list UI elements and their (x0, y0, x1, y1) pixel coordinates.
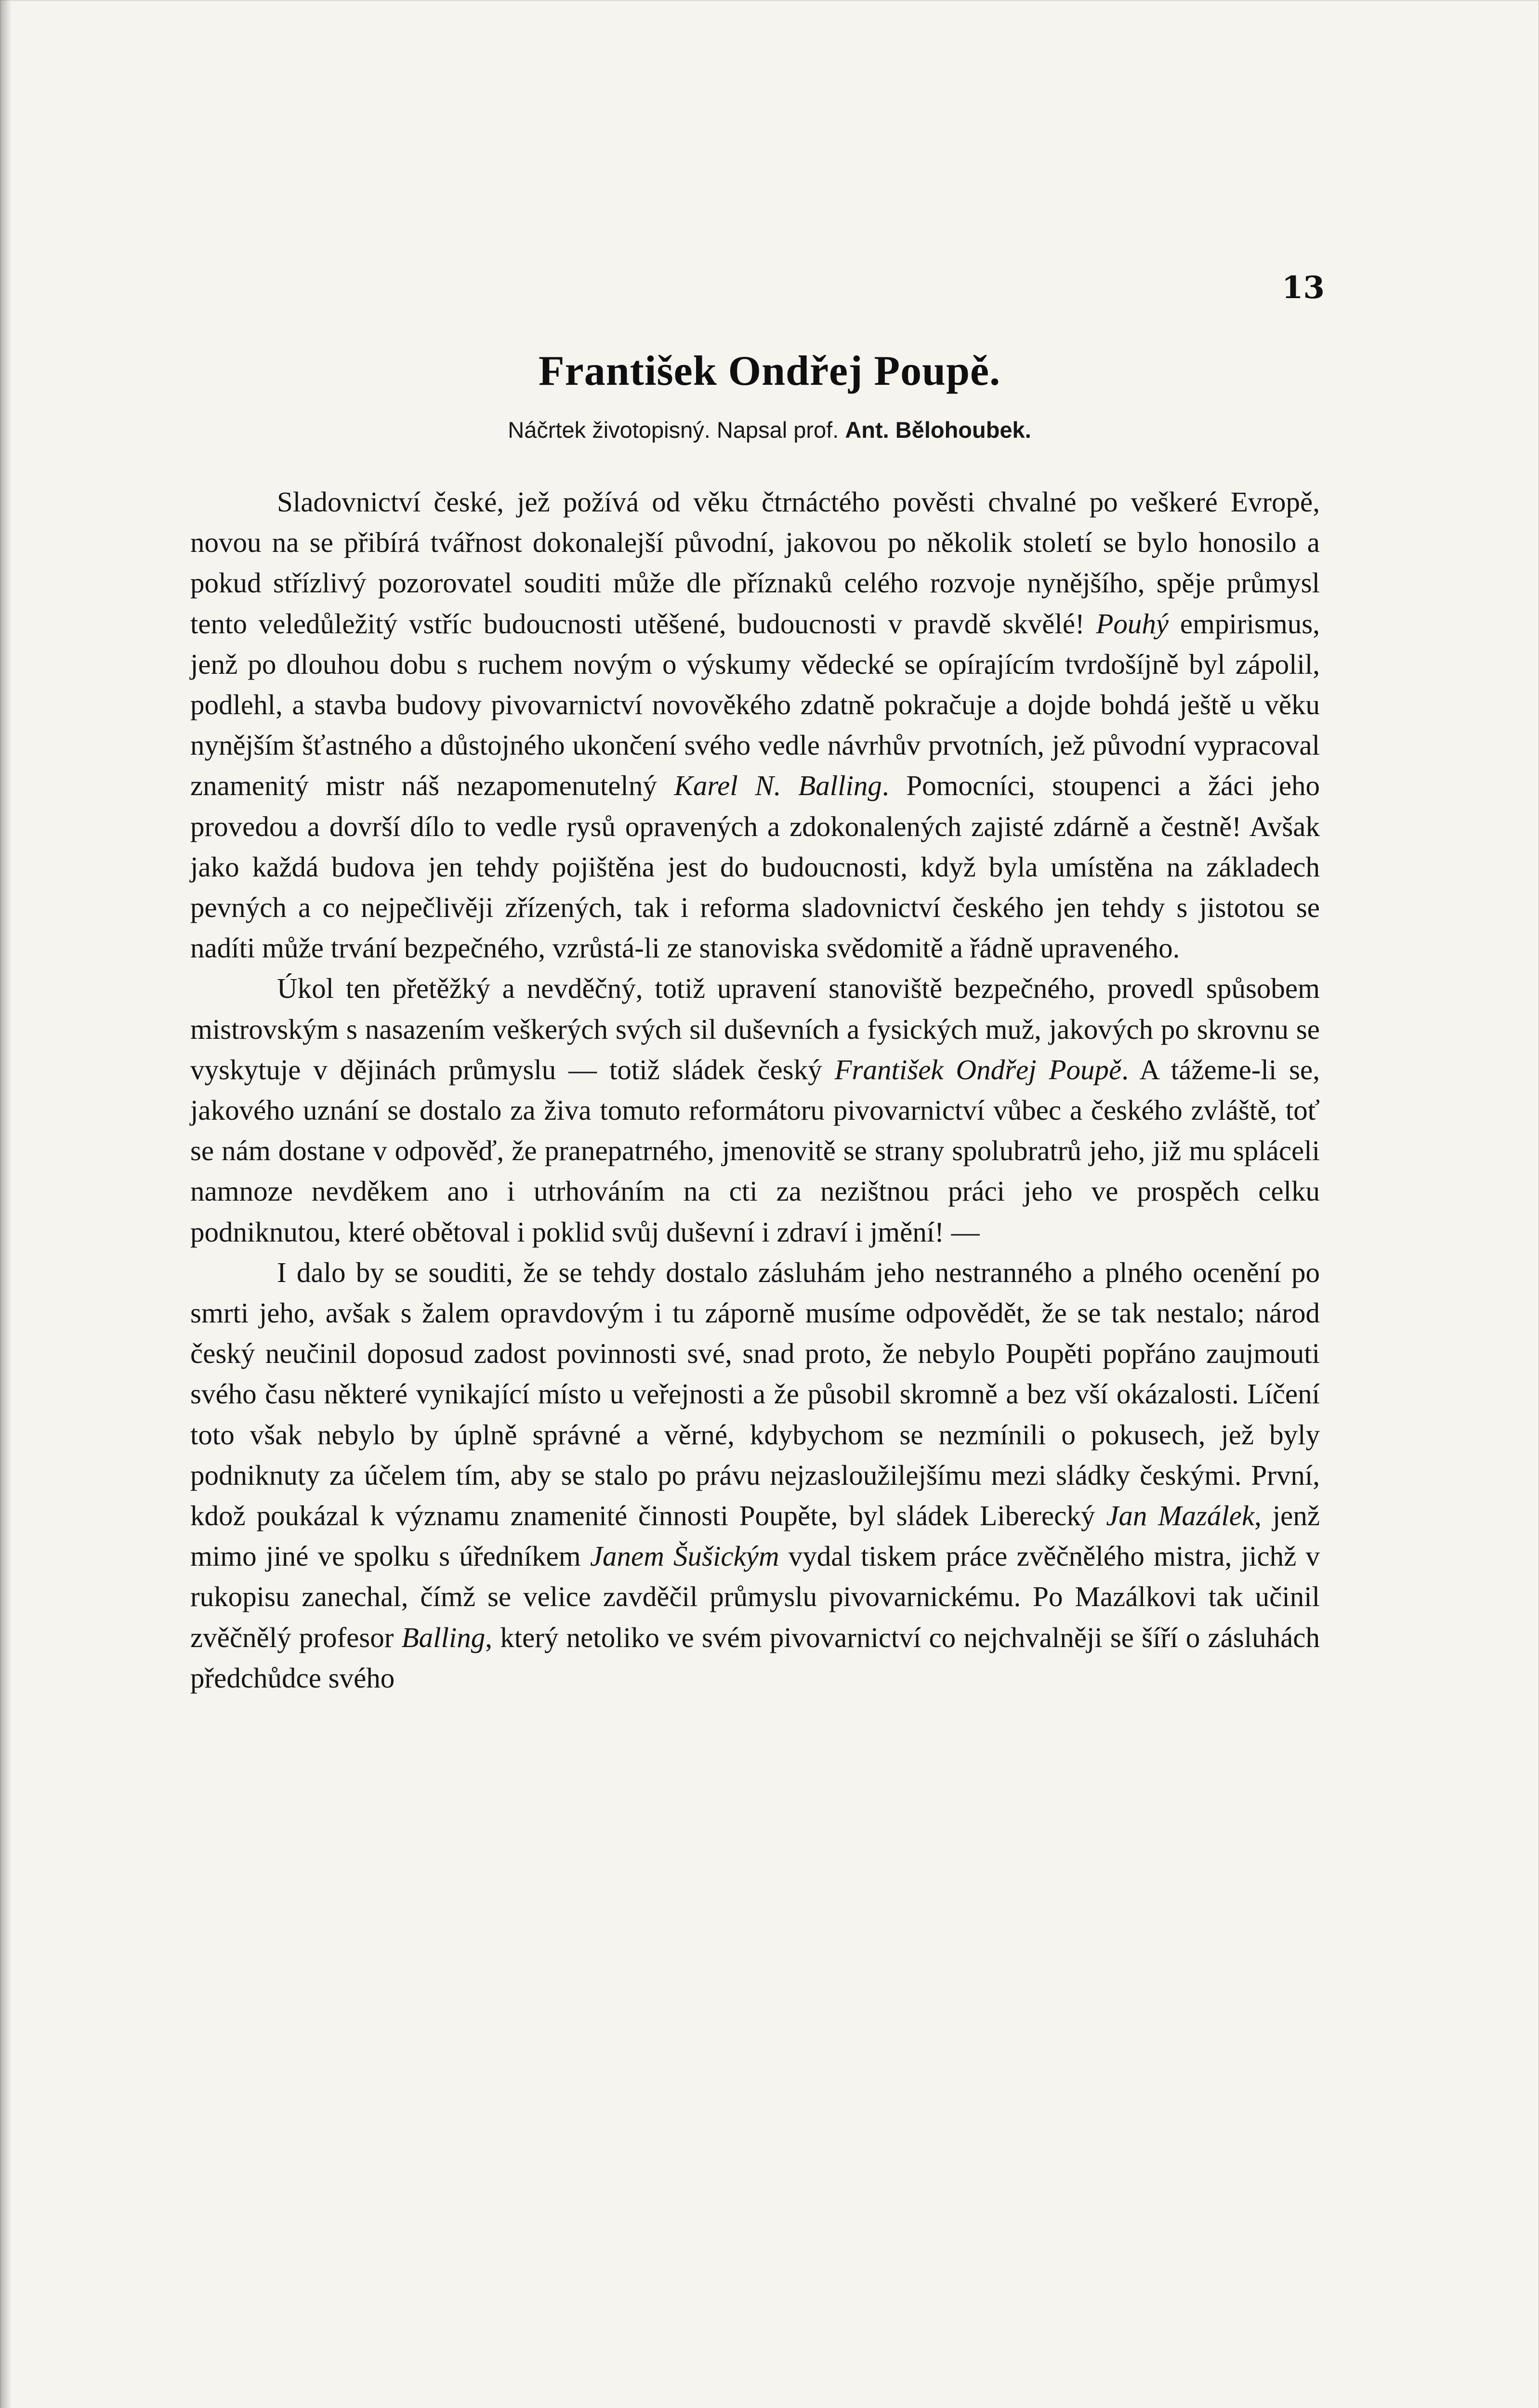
text-run: Sladovnictví české, jež požívá od věku čtrnáctého pověsti chvalné po veškeré Evropě, novou na se přibírá tvářnost dokonalejší původní, jakovou po několik století se bylo honosilo a pokud střízlivý pozorovatel souditi může dle příznaků celého rozvoje nynějšího, spěje průmysl tento veledůležitý vstříc budoucnosti utěšené, budoucnosti v pravdě skvělé! (190, 486, 1320, 640)
subtitle-byline: Napsal prof. (716, 417, 839, 443)
paragraph (190, 1252, 1320, 1698)
text-run: , jenž mimo jiné ve spolku s úředníkem (190, 1500, 1320, 1572)
text-run: empirismus, jenž po dlouhou dobu s ruchem novým o výskumy vědecké se opírajícím tvrdošíjně byl zápolil, podlehl, a stavba budovy pivovarnictví novověkého zdatně pokračuje a dojde bohdá ještě u věku nynějším šťastného a důstojného ukončení svého vedle návrhův prvotních, jež původní vypracoval znamenitý mistr náš nezapomenutelný (190, 607, 1320, 802)
text-run: vydal tiskem práce zvěčnělého mistra, jichž v rukopisu zanechal, čímž se velice zavděčil průmyslu pivovarnickému. Po Mazálkovi tak učinil zvěčnělý profesor (190, 1540, 1320, 1653)
italic-name-run: Janem Šušickým (590, 1540, 779, 1572)
subtitle-description: Náčrtek životopisný. (508, 417, 710, 443)
paragraph (190, 968, 1320, 1252)
italic-name-run: Balling (401, 1621, 486, 1653)
article-title: František Ondřej Poupě. (538, 348, 1001, 394)
italic-name-run: Pouhý (1096, 607, 1169, 640)
text-run: , který netoliko ve svém pivovarnictví co nejchvalněji se šíří o zásluhách předchůdce svého (190, 1621, 1320, 1694)
italic-name-run: Karel N. Balling (674, 770, 882, 802)
article-body (190, 482, 1320, 1698)
page-number: 13 (1281, 270, 1325, 306)
text-run: Úkol ten přetěžký a nevděčný, totiž upravení stanoviště bezpečného, provedl spůsobem mistrovským s nasazením veškerých svých sil duševních a fysických muž, jakových po skrovnu se vyskytuje v dějinách průmyslu — totiž sládek český (190, 972, 1320, 1086)
article-subtitle (193, 417, 1346, 443)
paragraph (190, 482, 1320, 968)
italic-name-run: Jan Mazálek (1106, 1500, 1255, 1532)
scan-edge-shadow (0, 0, 12, 2408)
author-name: Ant. Bělohoubek. (845, 417, 1031, 443)
text-run: . A tážeme-li se, jakového uznání se dostalo za živa tomuto reformátoru pivovarnictví vůbec a českého zvláště, toť se nám dostane v odpověď, že pranepatrného, jmenovitě se strany spolubratrů jeho, již mu spláceli namnoze nevděkem ano i utrhováním na cti za nezištnou práci jeho ve prospěch celku podniknutou, které obětoval i poklid svůj duševní i zdraví i jmění! — (190, 1053, 1320, 1248)
text-run: . Pomocníci, stoupenci a žáci jeho provedou a dovrší dílo to vedle rysů opravených a zdokonalených zajisté zdárně a čestně! Avšak jako každá budova jen tehdy pojištěna jest do budoucnosti, když byla umístěna na základech pevných a co nejpečlivěji zřízených, tak i reforma sladovnictví českého jen tehdy s jistotou se nadíti může trvání bezpečného, vzrůstá-li ze stanoviska svědomitě a řádně upraveného. (190, 770, 1320, 964)
italic-name-run: František Ondřej Poupě (834, 1053, 1122, 1086)
text-run: I dalo by se souditi, že se tehdy dostalo zásluhám jeho nestranného a plného ocenění po smrti jeho, avšak s žalem opravdovým i tu záporně musíme odpovědět, že se tak nestalo; národ český neučinil doposud zadost povinnosti své, snad proto, že nebylo Poupěti popřáno zaujmouti svého času některé vynikající místo u veřejnosti a že působil skromně a bez vší okázalosti. Líčení toto však nebylo by úplně správné a věrné, kdybychom se nezmínili o pokusech, jež byly podniknuty za účelem tím, aby se stalo po právu nejzasloužilejšímu mezi sládky českými. První, kdož poukázal k významu znamenité činnosti Poupěte, byl sládek Liberecký (190, 1256, 1320, 1532)
